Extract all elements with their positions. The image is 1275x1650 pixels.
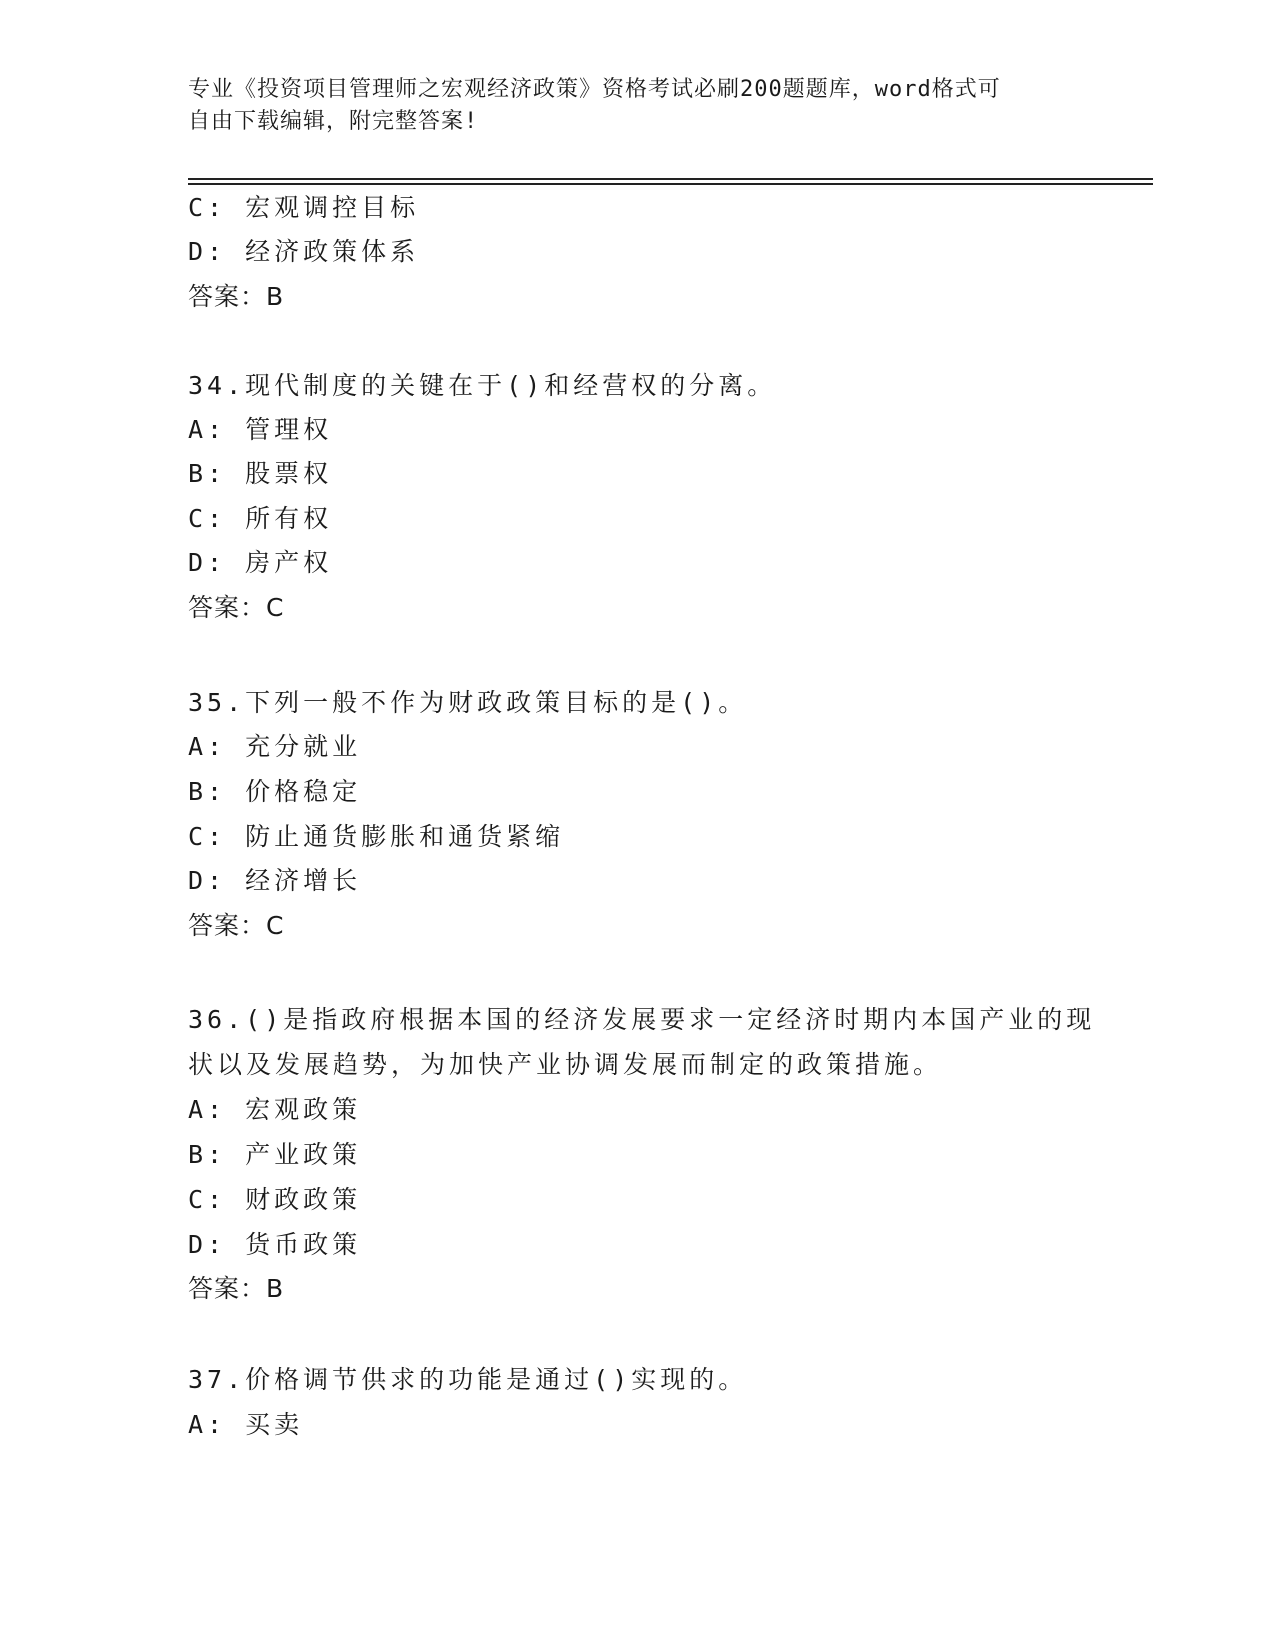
q34-option-d: D: 房产权 xyxy=(188,548,333,577)
q34-option-b: B: 股票权 xyxy=(188,459,333,488)
q34-option-c: C: 所有权 xyxy=(188,504,333,533)
prev-option-c: C: 宏观调控目标 xyxy=(188,193,420,222)
prev-option-d: D: 经济政策体系 xyxy=(188,237,420,266)
q34-stem: 34.现代制度的关键在于()和经营权的分离。 xyxy=(188,371,777,400)
prev-answer: 答案：B xyxy=(188,282,285,311)
header-divider-bottom xyxy=(188,183,1153,185)
q35-answer: 答案：C xyxy=(188,911,285,940)
q36-option-b: B: 产业政策 xyxy=(188,1140,362,1169)
q37-option-a: A: 买卖 xyxy=(188,1410,304,1439)
q37-stem: 37.价格调节供求的功能是通过()实现的。 xyxy=(188,1365,748,1394)
q35-option-a: A: 充分就业 xyxy=(188,732,362,761)
q36-answer: 答案：B xyxy=(188,1274,285,1303)
q36-stem-line-2: 状以及发展趋势，为加快产业协调发展而制定的政策措施。 xyxy=(188,1050,943,1079)
document-title-line-1: 专业《投资项目管理师之宏观经济政策》资格考试必刷200题题库，word格式可 xyxy=(188,77,1001,102)
document-title-line-2: 自由下载编辑，附完整答案! xyxy=(188,109,479,134)
q35-option-d: D: 经济增长 xyxy=(188,866,362,895)
header-divider-top xyxy=(188,178,1153,180)
q36-option-c: C: 财政政策 xyxy=(188,1185,362,1214)
q35-stem: 35.下列一般不作为财政政策目标的是()。 xyxy=(188,688,748,717)
q36-option-a: A: 宏观政策 xyxy=(188,1095,362,1124)
q34-answer: 答案：C xyxy=(188,593,285,622)
q35-option-c: C: 防止通货膨胀和通货紧缩 xyxy=(188,822,565,851)
q36-stem-line-1: 36.()是指政府根据本国的经济发展要求一定经济时期内本国产业的现 xyxy=(188,1005,1096,1034)
document-title xyxy=(188,74,1088,138)
q36-option-d: D: 货币政策 xyxy=(188,1230,362,1259)
q34-option-a: A: 管理权 xyxy=(188,415,333,444)
q35-option-b: B: 价格稳定 xyxy=(188,777,362,806)
